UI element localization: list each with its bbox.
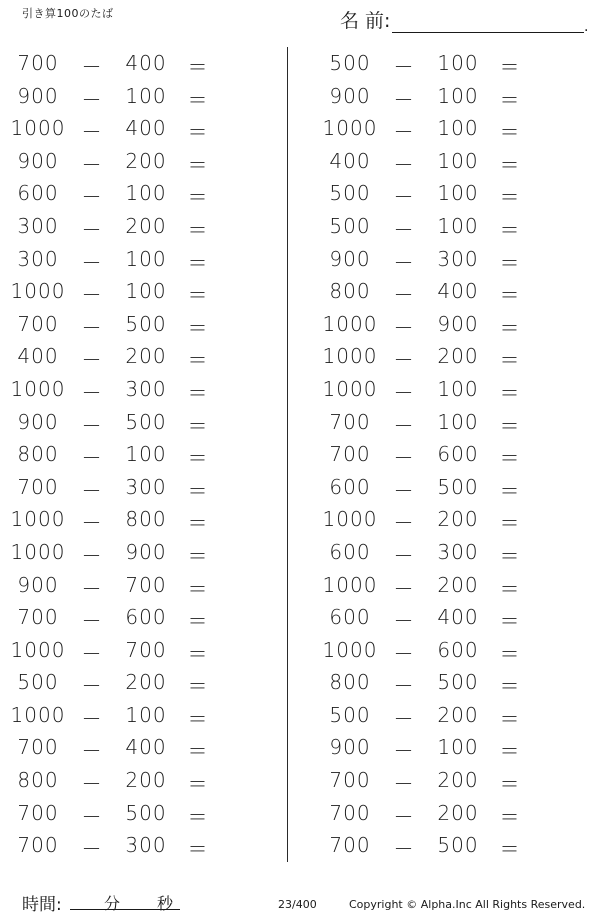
subtrahend: 400 [437, 605, 479, 630]
equals-sign: ＝ [187, 446, 209, 471]
equals-sign: ＝ [187, 283, 209, 308]
minuend: 800 [329, 279, 371, 304]
problem-row [8, 47, 278, 80]
subtrahend: 500 [437, 833, 479, 858]
minuend: 1000 [10, 637, 66, 662]
name-label: 名 前: [340, 10, 391, 32]
minus-sign: － [81, 772, 103, 797]
problem-row [320, 797, 590, 830]
minuend: 800 [17, 768, 59, 793]
minuend: 1000 [322, 637, 378, 662]
subtrahend: 900 [437, 311, 479, 336]
equals-sign: ＝ [499, 641, 521, 666]
equals-sign: ＝ [187, 152, 209, 177]
subtrahend: 100 [437, 735, 479, 760]
minuend: 300 [17, 213, 59, 238]
problem-row [8, 243, 278, 276]
subtrahend: 600 [125, 605, 167, 630]
subtrahend: 100 [125, 83, 167, 108]
subtrahend: 100 [437, 116, 479, 141]
minuend: 1000 [322, 311, 378, 336]
minuend: 500 [329, 702, 371, 727]
minutes-label: 分 [104, 894, 121, 913]
equals-sign: ＝ [187, 739, 209, 764]
minus-sign: － [81, 217, 103, 242]
subtrahend: 100 [125, 246, 167, 271]
equals-sign: ＝ [187, 478, 209, 503]
minuend: 600 [329, 474, 371, 499]
subtrahend: 200 [125, 213, 167, 238]
subtrahend: 200 [437, 768, 479, 793]
worksheet-title: 引き算100のたば [22, 7, 114, 20]
problem-row [8, 764, 278, 797]
equals-sign: ＝ [499, 283, 521, 308]
minuend: 1000 [10, 279, 66, 304]
problem-row [320, 569, 590, 602]
problem-row [320, 699, 590, 732]
subtrahend: 100 [437, 213, 479, 238]
problem-row [320, 177, 590, 210]
subtrahend: 100 [437, 148, 479, 173]
minuend: 1000 [10, 702, 66, 727]
minus-sign: － [393, 315, 415, 340]
minus-sign: － [393, 478, 415, 503]
subtrahend: 700 [125, 572, 167, 597]
worksheet-footer [0, 890, 600, 917]
problem-row [8, 406, 278, 439]
minuend: 700 [17, 51, 59, 75]
subtrahend: 300 [437, 246, 479, 271]
minuend: 400 [17, 344, 59, 369]
subtrahend: 100 [125, 279, 167, 304]
minuend: 600 [17, 181, 59, 206]
problem-row [320, 764, 590, 797]
minus-sign: － [81, 315, 103, 340]
minus-sign: － [393, 413, 415, 438]
problem-row [8, 634, 278, 667]
problem-row [8, 308, 278, 341]
minuend: 1000 [322, 116, 378, 141]
minus-sign: － [81, 55, 103, 79]
equals-sign: ＝ [187, 543, 209, 568]
minus-sign: － [81, 706, 103, 731]
problem-row [320, 145, 590, 178]
equals-sign: ＝ [187, 511, 209, 536]
subtrahend: 200 [125, 670, 167, 695]
right-problem-column [320, 47, 590, 862]
subtrahend: 200 [125, 148, 167, 173]
minuend: 400 [329, 148, 371, 173]
problem-row [320, 634, 590, 667]
minuend: 700 [17, 605, 59, 630]
problem-row [8, 569, 278, 602]
minuend: 900 [17, 409, 59, 434]
minuend: 700 [17, 735, 59, 760]
equals-sign: ＝ [187, 804, 209, 829]
problem-row [8, 797, 278, 830]
minuend: 700 [17, 833, 59, 858]
equals-sign: ＝ [499, 185, 521, 210]
minuend: 500 [329, 51, 371, 75]
subtrahend: 500 [125, 311, 167, 336]
subtrahend: 100 [437, 83, 479, 108]
equals-sign: ＝ [187, 641, 209, 666]
minus-sign: － [81, 511, 103, 536]
equals-sign: ＝ [187, 120, 209, 145]
minus-sign: － [81, 576, 103, 601]
minus-sign: － [393, 283, 415, 308]
minuend: 600 [329, 605, 371, 630]
equals-sign: ＝ [187, 250, 209, 275]
left-problem-column [8, 47, 278, 862]
equals-sign: ＝ [187, 576, 209, 601]
minus-sign: － [81, 837, 103, 862]
equals-sign: ＝ [187, 380, 209, 405]
minus-sign: － [393, 772, 415, 797]
problem-row [320, 340, 590, 373]
equals-sign: ＝ [187, 55, 209, 79]
minuend: 900 [329, 246, 371, 271]
equals-sign: ＝ [187, 315, 209, 340]
minus-sign: － [393, 185, 415, 210]
minuend: 1000 [10, 376, 66, 401]
equals-sign: ＝ [499, 543, 521, 568]
minus-sign: － [81, 609, 103, 634]
subtrahend: 500 [437, 474, 479, 499]
problem-row [320, 471, 590, 504]
subtrahend: 400 [125, 735, 167, 760]
subtrahend: 100 [437, 409, 479, 434]
problem-row [320, 503, 590, 536]
problem-row [320, 308, 590, 341]
minus-sign: － [81, 250, 103, 275]
minuend: 500 [17, 670, 59, 695]
equals-sign: ＝ [499, 837, 521, 862]
equals-sign: ＝ [187, 413, 209, 438]
minuend: 700 [329, 800, 371, 825]
problem-row [8, 80, 278, 113]
problem-row [8, 340, 278, 373]
minus-sign: － [393, 511, 415, 536]
equals-sign: ＝ [499, 348, 521, 373]
problem-row [320, 210, 590, 243]
equals-sign: ＝ [499, 380, 521, 405]
minuend: 800 [329, 670, 371, 695]
subtrahend: 300 [437, 539, 479, 564]
minus-sign: － [81, 446, 103, 471]
problem-row [8, 373, 278, 406]
minuend: 1000 [10, 116, 66, 141]
minus-sign: － [81, 87, 103, 112]
problem-row [8, 210, 278, 243]
minuend: 1000 [322, 344, 378, 369]
problem-row [320, 731, 590, 764]
equals-sign: ＝ [187, 837, 209, 862]
subtrahend: 100 [125, 442, 167, 467]
equals-sign: ＝ [499, 152, 521, 177]
subtrahend: 300 [125, 376, 167, 401]
problem-row [320, 243, 590, 276]
equals-sign: ＝ [499, 609, 521, 634]
minus-sign: － [393, 674, 415, 699]
subtrahend: 600 [437, 637, 479, 662]
subtrahend: 500 [437, 670, 479, 695]
problem-row [320, 666, 590, 699]
minuend: 900 [17, 148, 59, 173]
problem-row [8, 731, 278, 764]
minuend: 700 [329, 442, 371, 467]
subtrahend: 100 [437, 181, 479, 206]
equals-sign: ＝ [499, 511, 521, 536]
minuend: 700 [329, 833, 371, 858]
minus-sign: － [81, 152, 103, 177]
minuend: 600 [329, 539, 371, 564]
problem-row [8, 145, 278, 178]
time-label: 時間: [22, 895, 62, 915]
name-line-end: . [584, 19, 589, 35]
subtrahend: 500 [125, 800, 167, 825]
problem-row [8, 177, 278, 210]
problem-row [8, 666, 278, 699]
problem-row [8, 503, 278, 536]
problem-row [8, 275, 278, 308]
minus-sign: － [393, 120, 415, 145]
minuend: 500 [329, 213, 371, 238]
equals-sign: ＝ [499, 739, 521, 764]
problem-row [8, 438, 278, 471]
problem-row [320, 47, 590, 80]
subtrahend: 100 [437, 51, 479, 75]
minus-sign: － [393, 804, 415, 829]
minus-sign: － [393, 706, 415, 731]
equals-sign: ＝ [187, 185, 209, 210]
minuend: 700 [17, 311, 59, 336]
minuend: 1000 [322, 572, 378, 597]
minus-sign: － [393, 380, 415, 405]
minus-sign: － [393, 609, 415, 634]
minuend: 1000 [10, 507, 66, 532]
page-number: 23/400 [278, 898, 317, 911]
minus-sign: － [81, 348, 103, 373]
problem-row [320, 438, 590, 471]
problem-row [320, 275, 590, 308]
problem-row [8, 829, 278, 862]
equals-sign: ＝ [499, 576, 521, 601]
minus-sign: － [81, 413, 103, 438]
equals-sign: ＝ [187, 217, 209, 242]
minus-sign: － [81, 739, 103, 764]
subtrahend: 400 [437, 279, 479, 304]
minus-sign: － [393, 348, 415, 373]
equals-sign: ＝ [187, 87, 209, 112]
column-divider [287, 47, 288, 862]
minus-sign: － [81, 380, 103, 405]
subtrahend: 600 [437, 442, 479, 467]
subtrahend: 100 [125, 702, 167, 727]
subtrahend: 200 [437, 702, 479, 727]
name-field[interactable] [340, 6, 589, 35]
minuend: 700 [17, 800, 59, 825]
subtrahend: 100 [437, 376, 479, 401]
minuend: 900 [17, 83, 59, 108]
minus-sign: － [393, 250, 415, 275]
subtrahend: 200 [437, 800, 479, 825]
minus-sign: － [393, 152, 415, 177]
minus-sign: － [81, 641, 103, 666]
minuend: 900 [329, 83, 371, 108]
subtrahend: 100 [125, 181, 167, 206]
minuend: 1000 [322, 376, 378, 401]
equals-sign: ＝ [187, 609, 209, 634]
problem-row [320, 373, 590, 406]
subtrahend: 400 [125, 116, 167, 141]
minus-sign: － [393, 446, 415, 471]
equals-sign: ＝ [499, 217, 521, 242]
equals-sign: ＝ [187, 706, 209, 731]
minus-sign: － [81, 185, 103, 210]
problem-row [320, 406, 590, 439]
minuend: 700 [17, 474, 59, 499]
equals-sign: ＝ [187, 674, 209, 699]
equals-sign: ＝ [499, 772, 521, 797]
subtrahend: 800 [125, 507, 167, 532]
minus-sign: － [393, 217, 415, 242]
subtrahend: 200 [437, 572, 479, 597]
subtrahend: 500 [125, 409, 167, 434]
problem-row [8, 112, 278, 145]
subtrahend: 900 [125, 539, 167, 564]
minus-sign: － [81, 543, 103, 568]
equals-sign: ＝ [499, 250, 521, 275]
minus-sign: － [393, 55, 415, 79]
equals-sign: ＝ [499, 413, 521, 438]
equals-sign: ＝ [499, 55, 521, 79]
problem-row [8, 536, 278, 569]
subtrahend: 700 [125, 637, 167, 662]
minus-sign: － [393, 641, 415, 666]
minuend: 800 [17, 442, 59, 467]
subtrahend: 200 [125, 344, 167, 369]
minuend: 300 [17, 246, 59, 271]
subtrahend: 400 [125, 51, 167, 75]
equals-sign: ＝ [499, 120, 521, 145]
minuend: 700 [329, 409, 371, 434]
problem-row [8, 601, 278, 634]
subtrahend: 200 [437, 507, 479, 532]
problem-row [320, 80, 590, 113]
subtrahend: 300 [125, 833, 167, 858]
problem-row [320, 829, 590, 862]
minuend: 900 [17, 572, 59, 597]
equals-sign: ＝ [499, 315, 521, 340]
minus-sign: － [393, 87, 415, 112]
equals-sign: ＝ [187, 772, 209, 797]
minus-sign: － [81, 283, 103, 308]
equals-sign: ＝ [187, 348, 209, 373]
minus-sign: － [393, 739, 415, 764]
problem-row [320, 601, 590, 634]
subtrahend: 300 [125, 474, 167, 499]
minuend: 1000 [322, 507, 378, 532]
equals-sign: ＝ [499, 87, 521, 112]
equals-sign: ＝ [499, 706, 521, 731]
subtrahend: 200 [125, 768, 167, 793]
subtrahend: 200 [437, 344, 479, 369]
minus-sign: － [393, 837, 415, 862]
minus-sign: － [81, 804, 103, 829]
minus-sign: － [81, 120, 103, 145]
equals-sign: ＝ [499, 804, 521, 829]
equals-sign: ＝ [499, 478, 521, 503]
problem-row [320, 112, 590, 145]
minus-sign: － [81, 478, 103, 503]
minuend: 500 [329, 181, 371, 206]
problem-row [8, 471, 278, 504]
problem-row [320, 536, 590, 569]
minus-sign: － [393, 576, 415, 601]
name-write-line[interactable] [392, 12, 589, 35]
minuend: 1000 [10, 539, 66, 564]
equals-sign: ＝ [499, 674, 521, 699]
equals-sign: ＝ [499, 446, 521, 471]
seconds-label: 秒 [157, 894, 174, 913]
minuend: 900 [329, 735, 371, 760]
problem-row [8, 699, 278, 732]
copyright-notice: Copyright © Alpha.Inc All Rights Reserved. [349, 898, 586, 911]
minuend: 700 [329, 768, 371, 793]
minus-sign: － [393, 543, 415, 568]
minus-sign: － [81, 674, 103, 699]
